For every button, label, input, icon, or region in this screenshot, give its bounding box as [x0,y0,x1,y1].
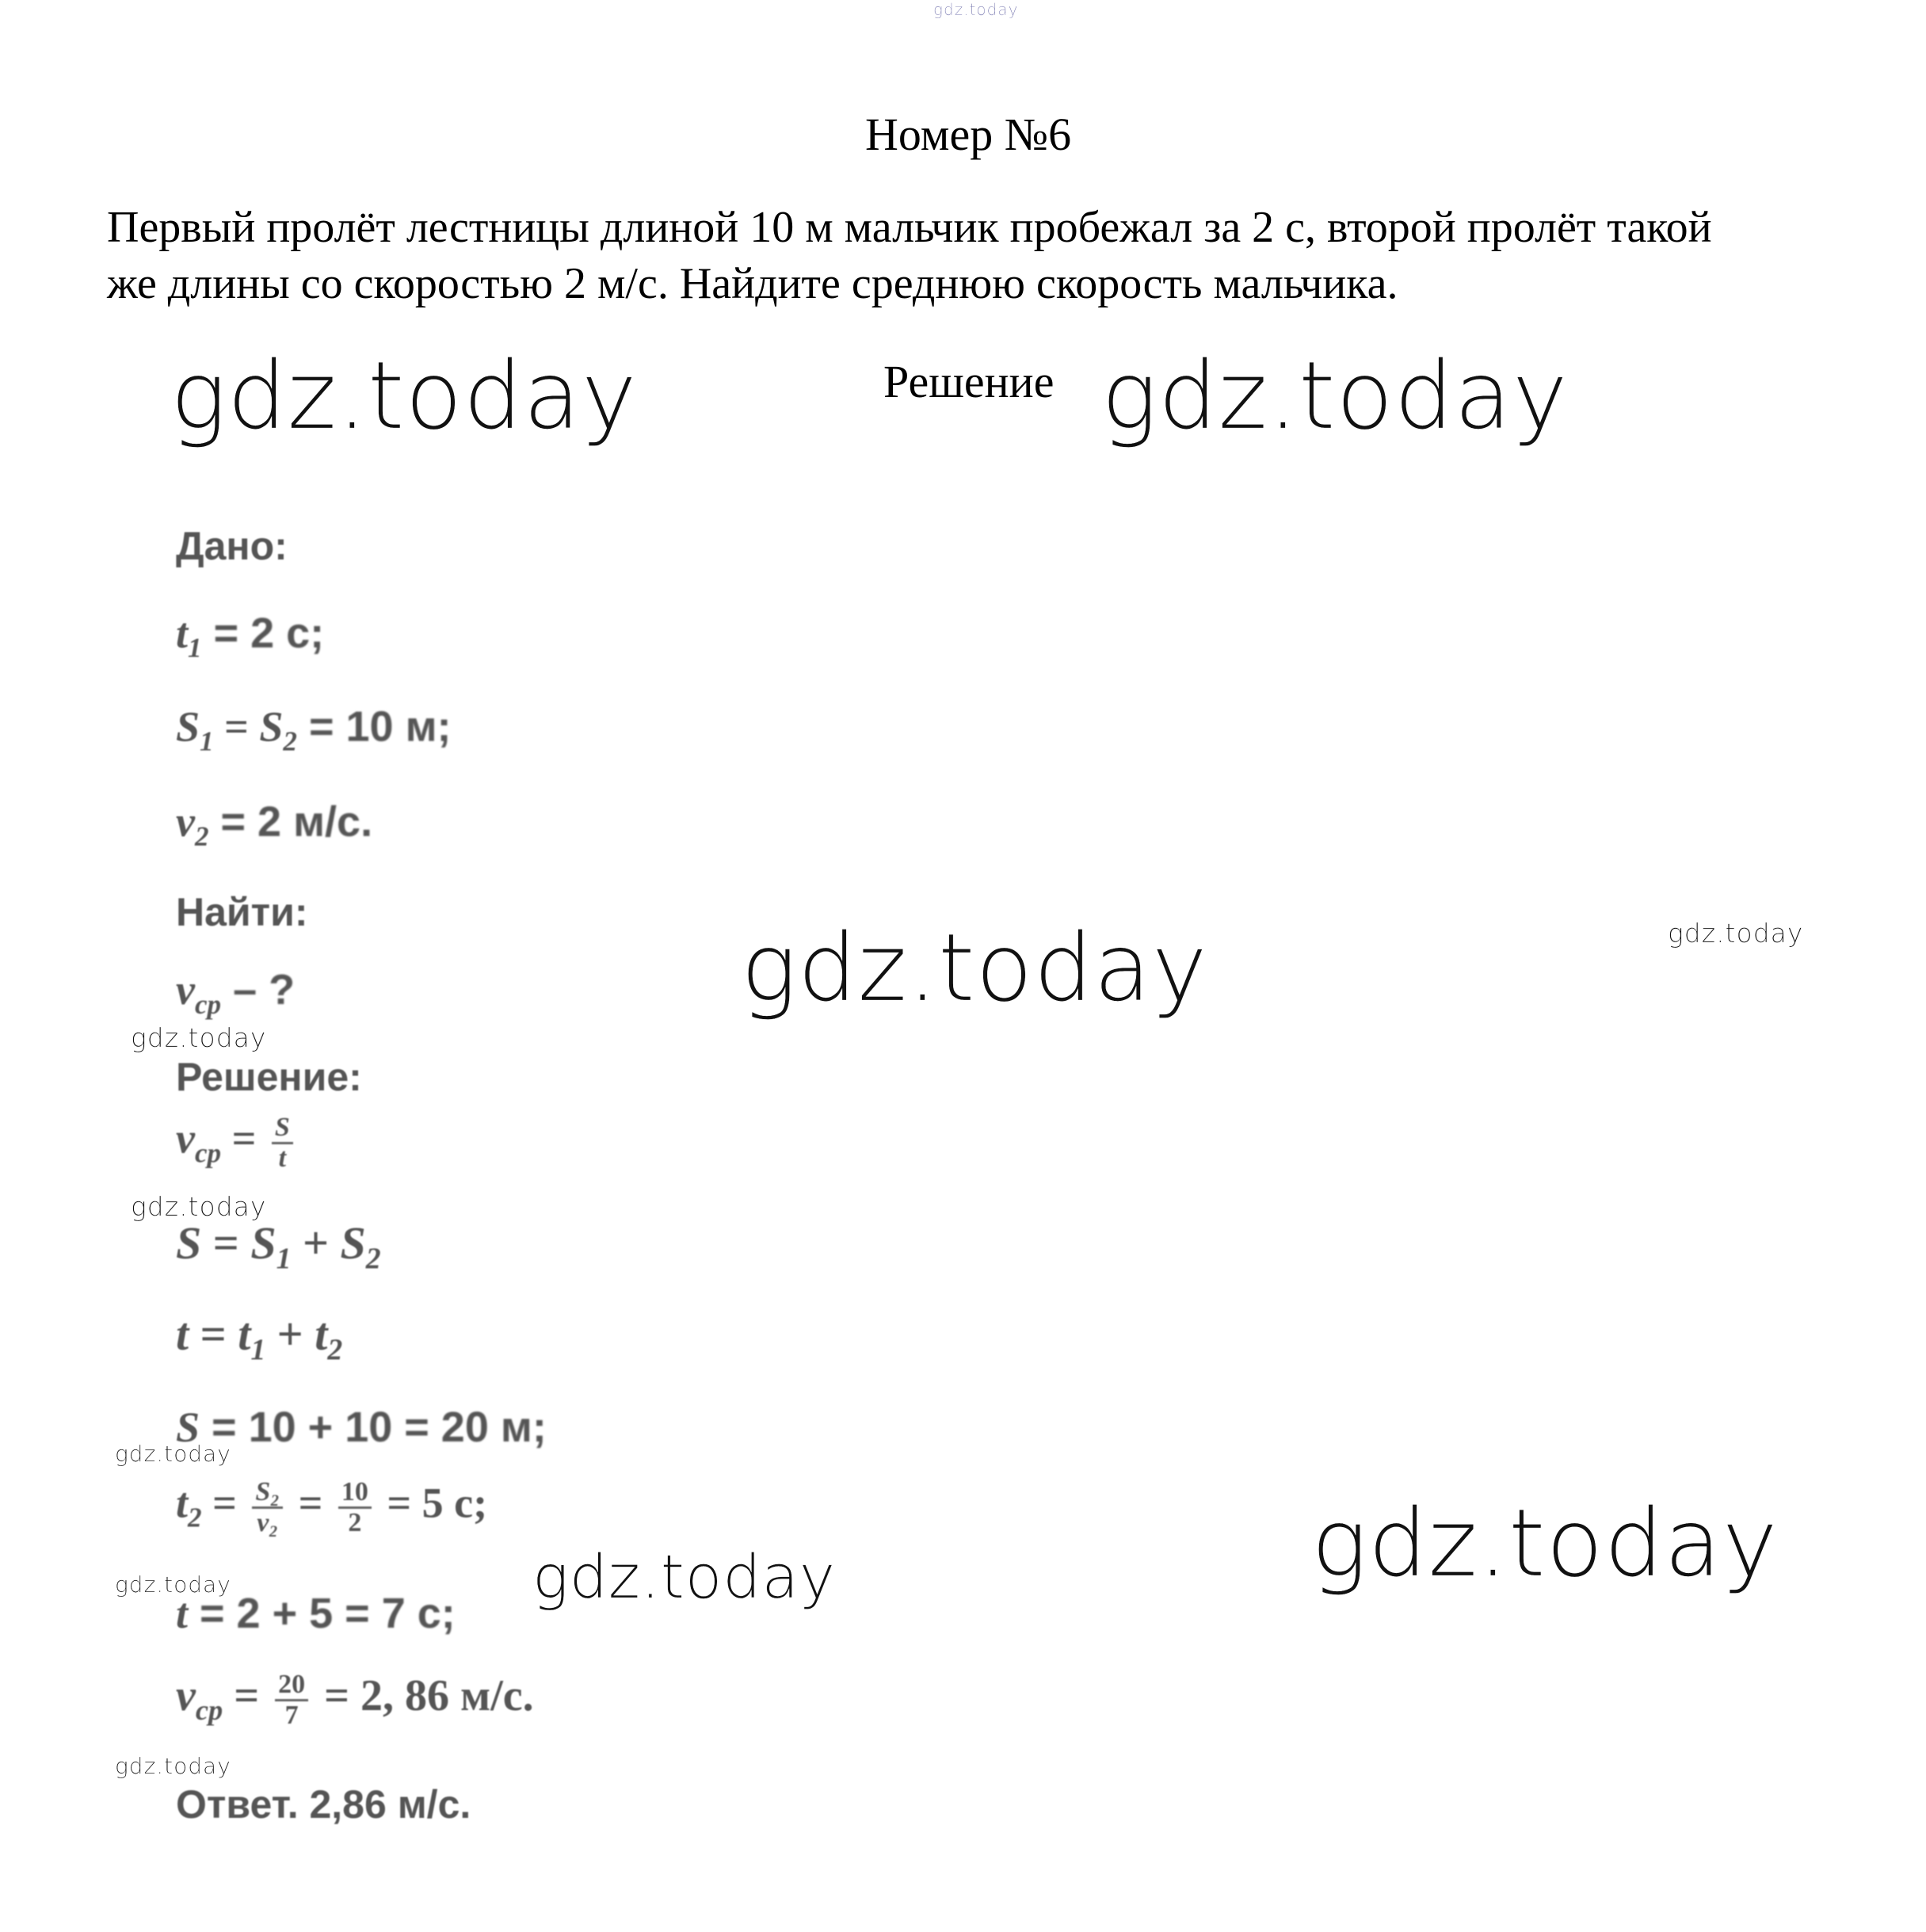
fs-eq: = [201,1217,251,1269]
ft-bsub: 2 [327,1333,343,1367]
watermark-large-4: gdz.today [1311,1488,1779,1598]
top-watermark: gdz.today [933,0,1019,19]
t1-rest: = 2 с; [201,609,325,657]
ct2-rest: = 5 с; [376,1479,488,1527]
page-title: Номер №6 [865,109,1072,160]
ft-asub: 1 [250,1333,266,1367]
formula-t [176,1308,342,1368]
s-rest: = 10 м; [296,703,452,750]
given-t1 [176,609,324,664]
fs-asub: 1 [276,1242,292,1276]
watermark-large-1: gdz.today [170,341,638,450]
s1-var: S [176,703,200,750]
v2-rest: = 2 м/с. [208,798,373,846]
calc-t [176,1589,456,1638]
watermark-small-6: gdz.today [115,1753,231,1779]
given-v2 [176,797,372,853]
find-vcp [176,965,295,1021]
s1-sub: 1 [200,725,214,757]
watermark-medium-1: gdz.today [532,1541,836,1612]
ct2-fraction-2 [338,1478,372,1537]
ct2-num2: 10 [338,1478,372,1509]
calc-t2 [176,1478,487,1537]
ct2-den1: v₂ [257,1507,279,1537]
cv-fraction [275,1670,308,1729]
cv-lhs-sub: ср [195,1694,223,1727]
fv-eq: = [221,1114,267,1163]
ft-eq: = [189,1308,238,1360]
t1-sub: 1 [188,632,202,663]
watermark-small-5: gdz.today [115,1571,231,1598]
ct2-eq: = [201,1479,248,1527]
s2-sub: 2 [283,725,297,757]
ct2-den2: 2 [348,1507,362,1537]
problem-line-1: Первый пролёт лестницы длиной 10 м мальчик пробежал за 2 с, второй пролёт такой [107,203,1712,252]
watermark-large-2: gdz.today [1101,341,1569,450]
calc-s [176,1403,547,1452]
ct2-lhs: t [176,1479,189,1527]
fv-fraction [272,1113,293,1172]
ft-a: t [238,1308,251,1360]
ct2-eq2: = [288,1479,334,1527]
fs-plus: + [291,1217,341,1269]
given-s1-s2 [176,702,452,758]
ct2-lhs-sub: 2 [188,1502,202,1533]
cv-eq: = [223,1671,271,1721]
find-label: Найти: [176,890,308,934]
watermark-small-4: gdz.today [115,1441,231,1467]
solution-label: Решение: [176,1055,362,1099]
solution-heading: Решение [883,356,1055,407]
fs-b: S [340,1217,366,1269]
given-label: Дано: [176,524,288,568]
s-eq: = [213,703,260,750]
fs-bsub: 2 [365,1242,381,1276]
watermark-small-2: gdz.today [131,1022,267,1053]
fs-lhs: S [176,1217,202,1269]
v2-var: v [176,798,195,846]
ft-plus: + [265,1308,315,1360]
formula-v [176,1113,298,1172]
vcp-sub: ср [194,988,222,1020]
cs-lhs: S [176,1403,200,1451]
ct2-fraction-1 [252,1478,283,1537]
cv-num: 20 [275,1670,308,1701]
watermark-small-1: gdz.today [1668,918,1804,949]
cv-rest: = 2, 86 м/с. [313,1671,534,1721]
ft-lhs: t [176,1308,189,1360]
formula-s [176,1216,381,1277]
ct-lhs: t [176,1590,189,1637]
fv-num: S [272,1113,293,1144]
ct2-num1: S₂ [252,1478,283,1509]
watermark-small-3: gdz.today [131,1191,267,1222]
v2-sub: 2 [194,820,209,852]
cs-rest: = 10 + 10 = 20 м; [200,1403,547,1451]
answer: Ответ. 2,86 м/с. [176,1782,471,1827]
vcp-var: v [176,966,195,1014]
t1-var: t [176,609,189,657]
vcp-rest: – ? [221,966,296,1014]
fv-lhs-sub: ср [194,1137,222,1169]
fv-lhs: v [176,1114,195,1163]
cv-den: 7 [284,1700,299,1730]
watermark-large-3: gdz.today [741,913,1208,1022]
ft-b: t [315,1308,328,1360]
s2-var: S [259,703,284,750]
problem-line-2: же длины со скоростью 2 м/с. Найдите среднюю скорость мальчика. [107,259,1398,308]
calc-v [176,1670,534,1729]
ct-rest: = 2 + 5 = 7 с; [188,1590,456,1637]
fv-den: t [278,1143,287,1173]
cv-lhs: v [176,1671,196,1721]
fs-a: S [250,1217,277,1269]
